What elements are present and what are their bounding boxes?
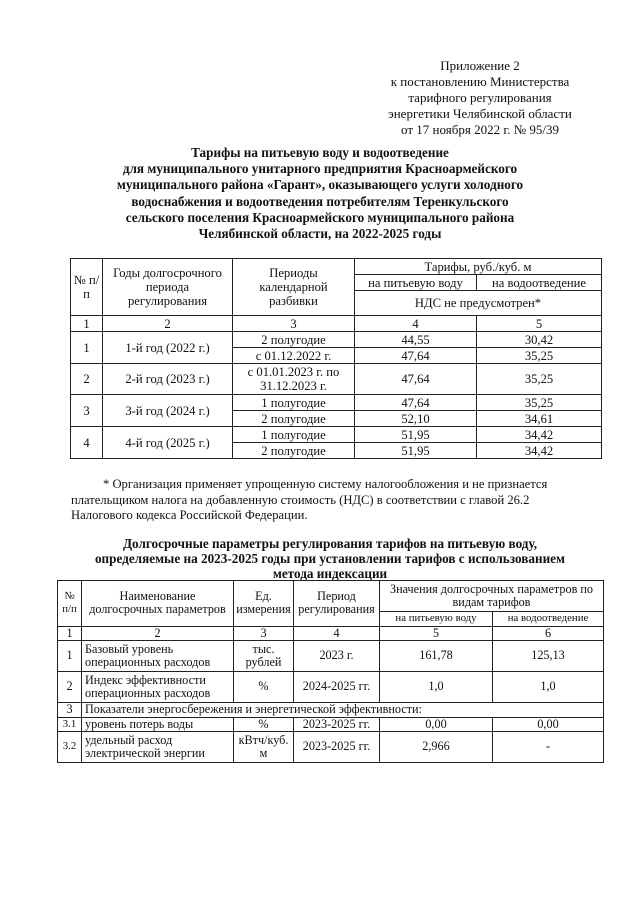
row-year: 3-й год (2024 г.) — [103, 395, 233, 427]
table-row — [58, 717, 604, 732]
row-water: 51,95 — [355, 443, 477, 459]
header-period: Период регулирования — [294, 581, 380, 627]
row-period: 2024-2025 гг. — [294, 672, 380, 703]
header-values: Значения долгосрочных параметров по видам тарифов — [380, 581, 604, 612]
row-water: 47,64 — [355, 395, 477, 411]
title-line: определяемые на 2023-2025 годы при установлении тарифов с использованием — [94, 551, 566, 567]
row-unit: % — [234, 717, 294, 732]
footnote-line: * Организация применяет упрощенную систему налогообложения и не признается — [103, 477, 548, 491]
row-drain: 35,25 — [477, 364, 602, 395]
appendix-line: Приложение 2 — [440, 58, 520, 73]
row-num: 3.2 — [58, 732, 82, 763]
colnum: 4 — [294, 626, 380, 641]
header-water: на питьевую воду — [355, 275, 477, 291]
row-water: 0,00 — [380, 717, 493, 732]
tariff-table — [70, 258, 602, 459]
table-row — [58, 732, 604, 763]
header-drain: на водоотведение — [493, 612, 604, 627]
row-drain: 30,42 — [477, 332, 602, 348]
row-name: удельный расход электрической энергии — [82, 732, 234, 763]
colnum: 5 — [477, 316, 602, 332]
header-num: № п/п — [58, 581, 82, 627]
appendix-line: к постановлению Министерства — [390, 74, 570, 89]
table-row — [71, 427, 602, 443]
row-period: с 01.01.2023 г. по 31.12.2023 г. — [233, 364, 355, 395]
row-water: 1,0 — [380, 672, 493, 703]
header-tariffs: Тарифы, руб./куб. м — [355, 259, 602, 275]
header-vat: НДС не предусмотрен* — [355, 291, 602, 316]
title-line: Челябинской области, на 2022-2025 годы — [198, 226, 442, 242]
row-period: 2023-2025 гг. — [294, 717, 380, 732]
colnum: 6 — [493, 626, 604, 641]
table-row — [58, 672, 604, 703]
row-water: 51,95 — [355, 427, 477, 443]
colnum: 1 — [71, 316, 103, 332]
row-year: 1-й год (2022 г.) — [103, 332, 233, 364]
row-water: 47,64 — [355, 364, 477, 395]
title-line: метода индексации — [272, 566, 388, 582]
colnum: 2 — [103, 316, 233, 332]
row-num: 2 — [58, 672, 82, 703]
colnum: 2 — [82, 626, 234, 641]
colnum: 3 — [234, 626, 294, 641]
header-unit: Ед. измерения — [234, 581, 294, 627]
table-row — [58, 641, 604, 672]
row-water: 52,10 — [355, 411, 477, 427]
row-num: 3 — [58, 703, 82, 718]
header-drain: на водоотведение — [477, 275, 602, 291]
table-row — [58, 703, 604, 718]
row-water: 161,78 — [380, 641, 493, 672]
footnote-line: плательщиком налога на добавленную стоимость (НДС) в соответствии с главой 26.2 — [71, 492, 530, 507]
row-drain: 35,25 — [477, 348, 602, 364]
header-water: на питьевую воду — [380, 612, 493, 627]
row-num: 4 — [71, 427, 103, 459]
title-line: Тарифы на питьевую воду и водоотведение — [191, 145, 449, 160]
title-line: сельского поселения Красноармейского муниципального района — [125, 209, 515, 225]
row-num: 1 — [71, 332, 103, 364]
title-line: муниципального района «Гарант», оказывающего услуги холодного — [116, 177, 524, 193]
row-num: 3.1 — [58, 717, 82, 732]
row-period: 1 полугодие — [233, 395, 355, 411]
row-period: 1 полугодие — [233, 427, 355, 443]
row-period: 2023 г. — [294, 641, 380, 672]
table-row — [71, 395, 602, 411]
row-period: 2023-2025 гг. — [294, 732, 380, 763]
appendix-line: от 17 ноября 2022 г. № 95/39 — [401, 122, 559, 137]
parameters-table — [57, 580, 604, 763]
parameters-title — [60, 536, 600, 582]
row-name: Индекс эффективности операционных расходов — [82, 672, 234, 703]
title-line: водоснабжения и водоотведения потребителям Теренкульского — [131, 193, 509, 209]
row-drain: 1,0 — [493, 672, 604, 703]
row-unit: кВтч/куб. м — [234, 732, 294, 763]
colnum: 1 — [58, 626, 82, 641]
row-num: 1 — [58, 641, 82, 672]
row-year: 2-й год (2023 г.) — [103, 364, 233, 395]
row-water: 47,64 — [355, 348, 477, 364]
row-year: 4-й год (2025 г.) — [103, 427, 233, 459]
row-num: 3 — [71, 395, 103, 427]
title-line: Долгосрочные параметры регулирования тарифов на питьевую воду, — [122, 536, 538, 551]
row-drain: 125,13 — [493, 641, 604, 672]
header-name: Наименование долгосрочных параметров — [82, 581, 234, 627]
header-years: Годы долгосрочного периода регулирования — [103, 259, 233, 316]
appendix-line: энергетики Челябинской области — [388, 106, 572, 121]
table-row — [71, 332, 602, 348]
section-label: Показатели энергосбережения и энергетической эффективности: — [82, 703, 604, 718]
row-drain: 35,25 — [477, 395, 602, 411]
table-row — [71, 364, 602, 395]
header-num: № п/п — [71, 259, 103, 316]
row-name: Базовый уровень операционных расходов — [82, 641, 234, 672]
row-unit: тыс. рублей — [234, 641, 294, 672]
row-drain: 0,00 — [493, 717, 604, 732]
vat-footnote — [71, 477, 601, 524]
row-water: 44,55 — [355, 332, 477, 348]
colnum: 3 — [233, 316, 355, 332]
row-unit: % — [234, 672, 294, 703]
tariff-title — [60, 145, 580, 242]
appendix-line: тарифного регулирования — [408, 90, 552, 105]
title-line: для муниципального унитарного предприятия Красноармейского — [122, 161, 518, 177]
row-drain: 34,42 — [477, 443, 602, 459]
row-drain: - — [493, 732, 604, 763]
row-period: с 01.12.2022 г. — [233, 348, 355, 364]
row-period: 2 полугодие — [233, 332, 355, 348]
row-drain: 34,42 — [477, 427, 602, 443]
colnum: 5 — [380, 626, 493, 641]
row-name: уровень потерь воды — [82, 717, 234, 732]
row-period: 2 полугодие — [233, 411, 355, 427]
footnote-line: Налогового кодекса Российской Федерации. — [71, 508, 308, 522]
row-period: 2 полугодие — [233, 443, 355, 459]
row-num: 2 — [71, 364, 103, 395]
row-drain: 34,61 — [477, 411, 602, 427]
row-water: 2,966 — [380, 732, 493, 763]
header-periods: Периоды календарной разбивки — [233, 259, 355, 316]
colnum: 4 — [355, 316, 477, 332]
appendix-header — [330, 58, 630, 138]
